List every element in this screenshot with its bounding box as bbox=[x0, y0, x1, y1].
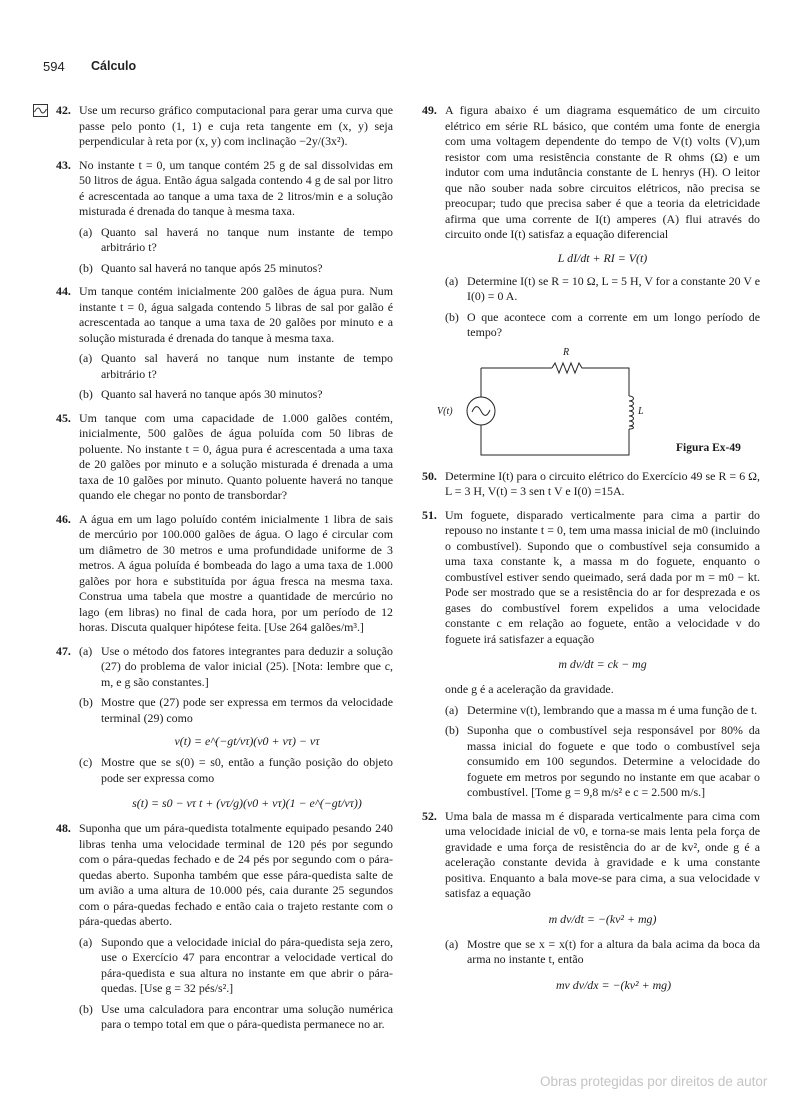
exercise-part bbox=[445, 937, 760, 993]
part-text: Mostre que se s(0) = s0, então a função posição do objeto pode ser expressa como bbox=[101, 755, 393, 785]
part-text: Mostre que se x = x(t) for a altura da bala acima da boca da arma no instante t, então bbox=[467, 936, 760, 966]
page-number: 594 bbox=[43, 59, 65, 74]
part-label: (b) bbox=[79, 260, 93, 275]
exercise-text: Suponha que um pára-quedista totalmente equipado pesando 240 libras tenha uma velocidade terminal de 120 pés por segundo com o pára-quedas fechado e de 24 pés por segundo com o pára-quedas aberto. Suponha também que esse pára-quedista salte de um avião a uma altura de 10.000 pés, caia durante 25 segundos com o pára-quedas fechado e então caia o trajeto restante com o pára-quedas aberto. bbox=[79, 821, 393, 928]
exercise-number: 52. bbox=[422, 808, 437, 823]
exercise-part bbox=[79, 261, 393, 277]
left-column bbox=[56, 103, 393, 1041]
exercise-part bbox=[445, 703, 760, 719]
part-text: Determine v(t), lembrando que a massa m é uma função de t. bbox=[467, 702, 758, 717]
exercise-part bbox=[79, 695, 393, 749]
equation-text: m dv/dt = ck − mg bbox=[558, 657, 647, 671]
equation-text: L dI/dt + RI = V(t) bbox=[557, 250, 648, 265]
part-text: O que acontece com a corrente em um longo período de tempo? bbox=[467, 309, 760, 339]
equation bbox=[101, 734, 393, 749]
equation bbox=[467, 978, 760, 993]
part-label: (a) bbox=[79, 934, 93, 949]
graphing-utility-icon bbox=[33, 104, 48, 117]
figure-caption: Figura Ex-49 bbox=[676, 441, 741, 454]
part-text: Quanto sal haverá no tanque após 30 minutos? bbox=[101, 387, 323, 401]
exercise-part bbox=[79, 935, 393, 997]
part-text: Suponha que o combustível seja responsável por 80% da massa inicial do foguete e que todo o combustível seja consumido em 100 segundos. Determine a velocidade do foguete em metros por segundo no instante em que acabar o combustível. [Tome g = 9,8 m/s² e c = 2.500 m/s.] bbox=[467, 723, 760, 799]
part-label: (a) bbox=[79, 643, 93, 658]
exercise-text: Uma bala de massa m é disparada verticalmente para cima com uma velocidade inicial de v0, e torna-se mais lenta pela força de gravidade e uma força de resistência do ar de kv², onde g é a aceleração constante devida à gravidade e k uma constante positiva. Enquanto a bala move-se para cima, a sua velocidade v satisfaz a equação bbox=[445, 808, 760, 900]
exercise-42 bbox=[56, 103, 393, 150]
equation bbox=[445, 251, 760, 266]
part-label: (c) bbox=[79, 755, 93, 769]
exercise-part bbox=[445, 310, 760, 341]
exercise-number: 46. bbox=[56, 511, 71, 526]
exercise-44 bbox=[56, 284, 393, 403]
exercise-51 bbox=[422, 508, 760, 801]
equation-text: mv dv/dx = −(kv² + mg) bbox=[555, 977, 672, 992]
exercise-45 bbox=[56, 411, 393, 504]
exercise-number: 48. bbox=[56, 821, 71, 835]
exercise-48 bbox=[56, 821, 393, 1033]
equation-text: v(t) = e^(−gt/vτ)(v0 + vτ) − vτ bbox=[174, 734, 320, 748]
part-text: Mostre que (27) pode ser expressa em termos da velocidade terminal (29) como bbox=[101, 695, 393, 725]
exercise-text: A figura abaixo é um diagrama esquemático de um circuito elétrico em série RL básico, que contém uma fonte de energia com uma voltagem dependente do tempo de V(t) volts (V),um resistor com uma resistência constante de R ohms (Ω) e um indutor com uma indutância constante de L henrys (H). O leitor que não souber nada sobre circuitos elétricos, não precisa se preocupar; tudo que precisa saber é que a teoria da eletricidade afirma que uma corrente de I(t) amperes (A) flui através do circuito onde I(t) satisfaz a equação diferencial bbox=[445, 103, 760, 241]
part-label: (a) bbox=[445, 702, 459, 717]
exercise-number: 45. bbox=[56, 410, 71, 425]
source-label: V(t) bbox=[437, 405, 453, 417]
equation bbox=[445, 912, 760, 927]
exercise-part bbox=[79, 644, 393, 691]
part-label: (a) bbox=[79, 351, 93, 365]
exercise-number: 44. bbox=[56, 284, 71, 298]
equation-text: s(t) = s0 − vτ t + (vτ/g)(v0 + vτ)(1 − e^(−gt/vτ)) bbox=[132, 796, 362, 810]
exercise-part bbox=[79, 387, 393, 403]
part-label: (b) bbox=[445, 723, 459, 737]
part-text: Quanto sal haverá no tanque num instante de tempo arbitrário t? bbox=[101, 224, 393, 254]
exercise-number: 43. bbox=[56, 157, 71, 172]
exercise-text: Use um recurso gráfico computacional para gerar uma curva que passe pelo ponto (1, 1) e cuja reta tangente em (x, y) seja perpendicular à reta por (x, y) com inclinação −2y/(3x²). bbox=[79, 103, 393, 148]
exercise-part bbox=[445, 723, 760, 801]
exercise-text: No instante t = 0, um tanque contém 25 g de sal dissolvidas em 50 litros de água. Então água salgada contendo 4 g de sal por litro é acrescentada ao tanque a uma taxa de 2 litros/min e a solução misturada é drenada do tanque à mesma taxa. bbox=[79, 157, 393, 218]
right-column bbox=[422, 103, 760, 1001]
rl-circuit-diagram bbox=[459, 351, 689, 456]
exercise-49 bbox=[422, 103, 760, 461]
part-label: (a) bbox=[445, 273, 459, 288]
resistor-label: R bbox=[563, 346, 570, 358]
exercise-text: A água em um lago poluído contém inicialmente 1 libra de sais de mercúrio por 100.000 galões de água. O lago é circular com um diâmetro de 30 metros e uma profundidade uniforme de 3 metros. A água poluída é bombeada do lago a uma taxa de 1.000 galões por hora e substituída por água fresca na mesma taxa. Construa uma tabela que mostre a quantidade de mercúrio no lago (em libras) no final de cada hora, por um período de 12 horas. Discuta qualquer hipótese feita. [Use 264 galões/m³.] bbox=[79, 511, 393, 634]
exercise-50 bbox=[422, 469, 760, 500]
part-label: (a) bbox=[79, 224, 93, 239]
resistor-icon bbox=[552, 363, 584, 373]
inductor-icon bbox=[629, 396, 634, 429]
part-text: Use uma calculadora para encontrar uma solução numérica para o tempo total em que o pára-quedista permanece no ar. bbox=[101, 1001, 393, 1031]
exercise-46 bbox=[56, 512, 393, 636]
exercise-47 bbox=[56, 644, 393, 812]
exercise-part bbox=[79, 225, 393, 256]
book-title: Cálculo bbox=[91, 59, 137, 73]
exercise-number: 50. bbox=[422, 468, 437, 483]
exercise-number: 42. bbox=[56, 103, 71, 117]
exercise-number: 51. bbox=[422, 507, 437, 522]
part-label: (b) bbox=[445, 309, 459, 324]
part-text: Supondo que a velocidade inicial do pára-quedista seja zero, use o Exercício 47 para encontrar a velocidade vertical do pára-quedista e sua altura no instante em que abrir o pára-quedas. [Use g = 32 pés/s².] bbox=[101, 934, 393, 995]
part-label: (b) bbox=[79, 1001, 93, 1016]
exercise-text: Um tanque contém inicialmente 200 galões de água pura. Num instante t = 0, água salgada contendo 5 libras de sal por galão é acrescentada ao tanque a uma taxa de 20 galões por minuto e a solução misturada é drenada do tanque à mesma taxa. bbox=[79, 284, 393, 345]
part-text: Determine I(t) se R = 10 Ω, L = 5 H, V for a constante 20 V e I(0) = 0 A. bbox=[467, 273, 760, 303]
part-text: Quanto sal haverá no tanque num instante de tempo arbitrário t? bbox=[101, 351, 393, 381]
equation-text: m dv/dt = −(kv² + mg) bbox=[548, 911, 657, 926]
circuit-figure bbox=[437, 346, 760, 461]
exercise-number: 47. bbox=[56, 643, 71, 658]
equation bbox=[445, 657, 760, 672]
inductor-label: L bbox=[638, 405, 644, 417]
exercise-43 bbox=[56, 158, 393, 277]
exercise-part bbox=[445, 274, 760, 305]
part-label: (b) bbox=[79, 387, 93, 401]
equation bbox=[101, 796, 393, 811]
part-text: Quanto sal haverá no tanque após 25 minutos? bbox=[101, 260, 323, 275]
part-text: Use o método dos fatores integrantes para deduzir a solução (27) do problema de valor inicial (25). [Nota: lembre que c, m, e g são constantes.] bbox=[101, 643, 393, 689]
exercise-text: Um tanque com uma capacidade de 1.000 galões contém, inicialmente, 500 galões de água poluída com 50 libras de poluente. No instante t = 0, água pura é acrescentada a uma taxa de 20 galões por minuto e a solução misturada é drenada a uma taxa de 10 galões por minuto. Quanto poluente haverá no tanque quando ele chegar no ponto de transbordar? bbox=[79, 410, 393, 502]
exercise-part bbox=[79, 1002, 393, 1033]
exercise-number: 49. bbox=[422, 103, 437, 117]
exercise-52 bbox=[422, 809, 760, 993]
copyright-watermark: Obras protegidas por direitos de autor bbox=[540, 1074, 768, 1089]
equation-note: onde g é a aceleração da gravidade. bbox=[445, 682, 614, 696]
part-label: (a) bbox=[445, 936, 459, 951]
part-label: (b) bbox=[79, 695, 93, 709]
exercise-part bbox=[79, 755, 393, 811]
exercise-part bbox=[79, 351, 393, 382]
exercise-text: Determine I(t) para o circuito elétrico do Exercício 49 se R = 6 Ω, L = 3 H, V(t) = 3 sen t V e I(0) =15A. bbox=[445, 468, 760, 498]
exercise-text: Um foguete, disparado verticalmente para cima a partir do repouso no instante t = 0, tem uma massa inicial de m0 (incluindo o combustível). Supondo que o combustível seja consumido a uma taxa constante k, a massa m do foguete, enquanto o combustível estiver sendo queimado, será dada por m = m0 − kt. Pode ser mostrado que se a resistência do ar for desprezada e os gases do combustível forem expelidos a uma velocidade constante c em relação ao foguete, então a velocidade v do foguete irá satisfazer a equação bbox=[445, 507, 760, 646]
